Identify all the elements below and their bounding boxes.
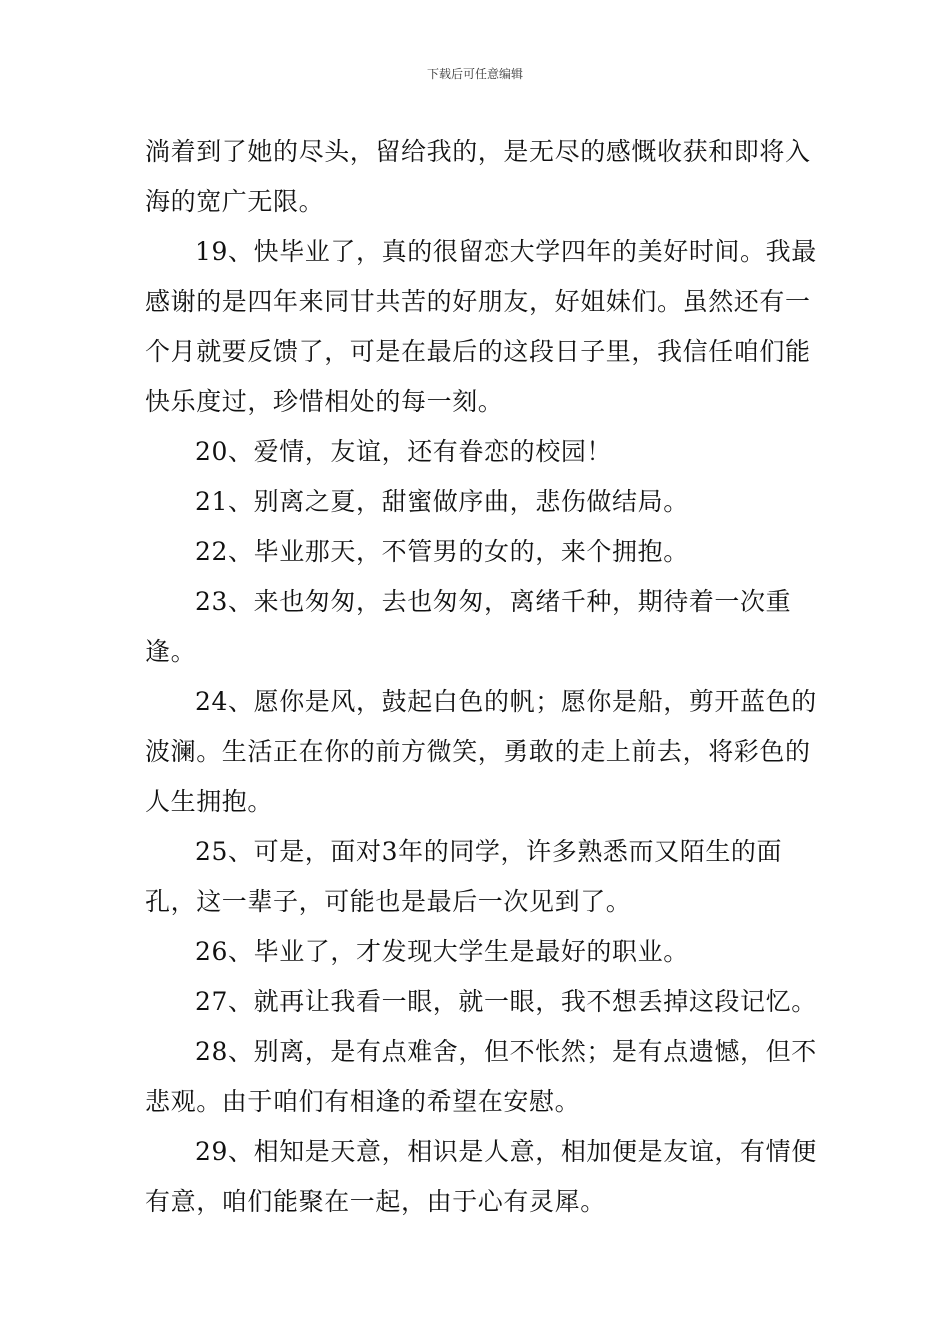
paragraph-item-22: 22、毕业那天，不管男的女的，来个拥抱。 bbox=[195, 537, 689, 566]
paragraph-item-19: 19、快毕业了，真的很留恋大学四年的美好时间。我最感谢的是四年来同甘共苦的好朋友，好姐妹们。虽然还有一个月就要反馈了，可是在最后的这段日子里，我信任咱们能快乐度过，珍惜相处的每一刻。 bbox=[145, 237, 817, 416]
paragraph-continuation: 淌着到了她的尽头，留给我的，是无尽的感慨收获和即将入海的宽广无限。 bbox=[145, 137, 811, 216]
paragraph-item-20: 20、爱情，友谊，还有眷恋的校园！ bbox=[195, 437, 613, 466]
paragraph-item-21: 21、别离之夏，甜蜜做序曲，悲伤做结局。 bbox=[195, 487, 689, 516]
paragraph-item-24: 24、愿你是风，鼓起白色的帆；愿你是船，剪开蓝色的波澜。生活正在你的前方微笑，勇敢的走上前去，将彩色的人生拥抱。 bbox=[145, 687, 817, 816]
paragraph-item-23: 23、来也匆匆，去也匆匆，离绪千种，期待着一次重逢。 bbox=[145, 587, 792, 666]
paragraph-item-28: 28、别离，是有点难舍，但不怅然；是有点遗憾，但不悲观。由于咱们有相逢的希望在安慰。 bbox=[145, 1037, 817, 1116]
document-body bbox=[145, 127, 825, 1227]
page-header: 下载后可任意编辑 bbox=[426, 67, 523, 81]
paragraph-item-26: 26、毕业了，才发现大学生是最好的职业。 bbox=[195, 937, 689, 966]
paragraph-item-27: 27、就再让我看一眼，就一眼，我不想丢掉这段记忆。 bbox=[195, 987, 817, 1016]
paragraph-item-25: 25、可是，面对3年的同学，许多熟悉而又陌生的面孔，这一辈子，可能也是最后一次见到了。 bbox=[145, 837, 783, 916]
paragraph-item-29: 29、相知是天意，相识是人意，相加便是友谊，有情便有意，咱们能聚在一起，由于心有灵犀。 bbox=[145, 1137, 817, 1216]
